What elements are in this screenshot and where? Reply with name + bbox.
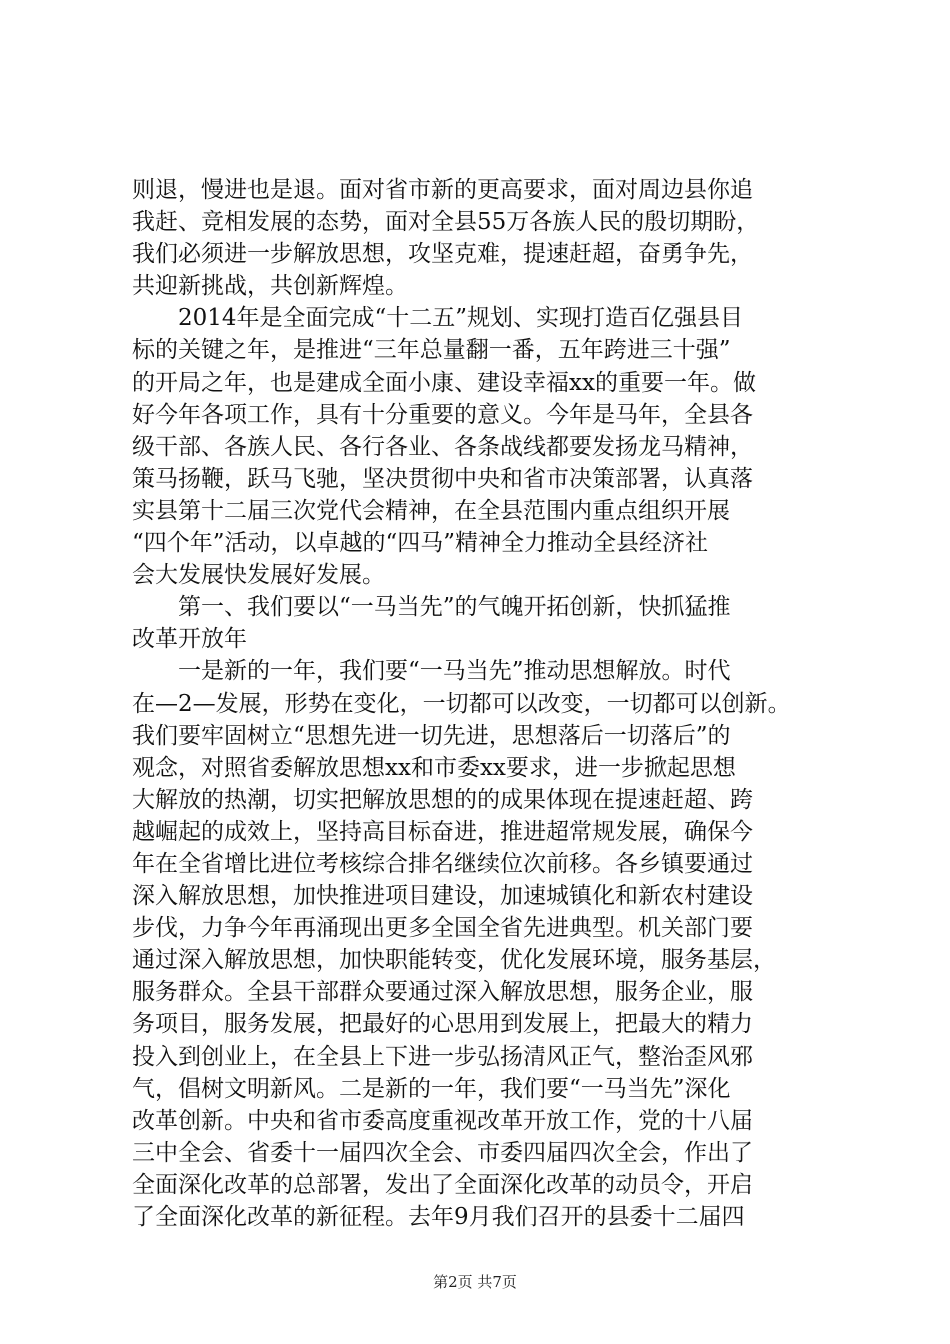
text-line: 一是新的一年，我们要“一马当先”推动思想解放。时代 — [132, 658, 731, 685]
text-line: “四个年”活动，以卓越的“四马”精神全力推动全县经济社 — [132, 530, 709, 557]
text-line: 的开局之年，也是建成全面小康、建设幸福xx的重要一年。做 — [132, 369, 756, 396]
text-line: 了全面深化改革的新征程。去年9月我们召开的县委十二届四 — [132, 1204, 745, 1230]
text-line: 级干部、各族人民、各行各业、各条战线都要发扬龙马精神， — [132, 433, 753, 460]
text-line: 我们要牢固树立“思想先进一切先进，思想落后一切落后”的 — [132, 722, 731, 749]
text-line: 越崛起的成效上，坚持高目标奋进，推进超常规发展，确保今 — [132, 818, 753, 845]
text-line: 2014年是全面完成“十二五”规划、实现打造百亿强县目 — [132, 305, 744, 332]
text-line: 步伐，力争今年再涌现出更多全国全省先进典型。机关部门要 — [132, 915, 753, 942]
text-line: 通过深入解放思想，加快职能转变，优化发展环境，服务基层， — [132, 947, 776, 974]
text-line: 会大发展快发展好发展。 — [132, 562, 385, 589]
text-line: 好今年各项工作，具有十分重要的意义。今年是马年，全县各 — [132, 401, 753, 428]
text-line: 三中全会、省委十一届四次全会、市委四届四次全会，作出了 — [132, 1139, 753, 1166]
text-line: 我赶、竞相发展的态势，面对全县55万各族人民的殷切期盼， — [132, 209, 760, 236]
text-line: 年在全省增比进位考核综合排名继续位次前移。各乡镇要通过 — [132, 850, 753, 877]
text-line: 实县第十二届三次党代会精神，在全县范围内重点组织开展 — [132, 497, 730, 524]
text-line: 改革开放年 — [132, 626, 247, 653]
body-text — [132, 174, 852, 1233]
text-line: 改革创新。中央和省市委高度重视改革开放工作，党的十八届 — [132, 1107, 753, 1134]
text-line: 标的关键之年，是推进“三年总量翻一番，五年跨进三十强” — [132, 337, 731, 364]
text-line: 投入到创业上，在全县上下进一步弘扬清风正气，整治歪风邪 — [132, 1043, 753, 1070]
page-footer: 第2页 共7页 — [433, 1273, 517, 1291]
text-line: 我们必须进一步解放思想，攻坚克难，提速赶超，奋勇争先， — [132, 241, 753, 268]
text-line: 气，倡树文明新风。二是新的一年，我们要“一马当先”深化 — [132, 1075, 731, 1102]
text-line: 第一、我们要以“一马当先”的气魄开拓创新，快抓猛推 — [132, 594, 731, 621]
text-line: 共迎新挑战，共创新辉煌。 — [132, 273, 408, 300]
text-line: 则退，慢进也是退。面对省市新的更高要求，面对周边县你追 — [132, 177, 753, 203]
text-line: 深入解放思想，加快推进项目建设，加速城镇化和新农村建设 — [132, 883, 753, 910]
text-line: 观念，对照省委解放思想xx和市委xx要求，进一步掀起思想 — [132, 754, 736, 781]
text-line: 策马扬鞭，跃马飞驰，坚决贯彻中央和省市决策部署，认真落 — [132, 465, 753, 492]
text-line: 大解放的热潮，切实把解放思想的的成果体现在提速赶超、跨 — [132, 786, 753, 813]
text-line: 服务群众。全县干部群众要通过深入解放思想，服务企业，服 — [132, 979, 753, 1006]
text-line: 务项目，服务发展，把最好的心思用到发展上，把最大的精力 — [132, 1011, 753, 1038]
text-line: 全面深化改革的总部署，发出了全面深化改革的动员令，开启 — [132, 1171, 753, 1198]
text-line: 在—2—发展，形势在变化，一切都可以改变，一切都可以创新。 — [132, 690, 791, 717]
